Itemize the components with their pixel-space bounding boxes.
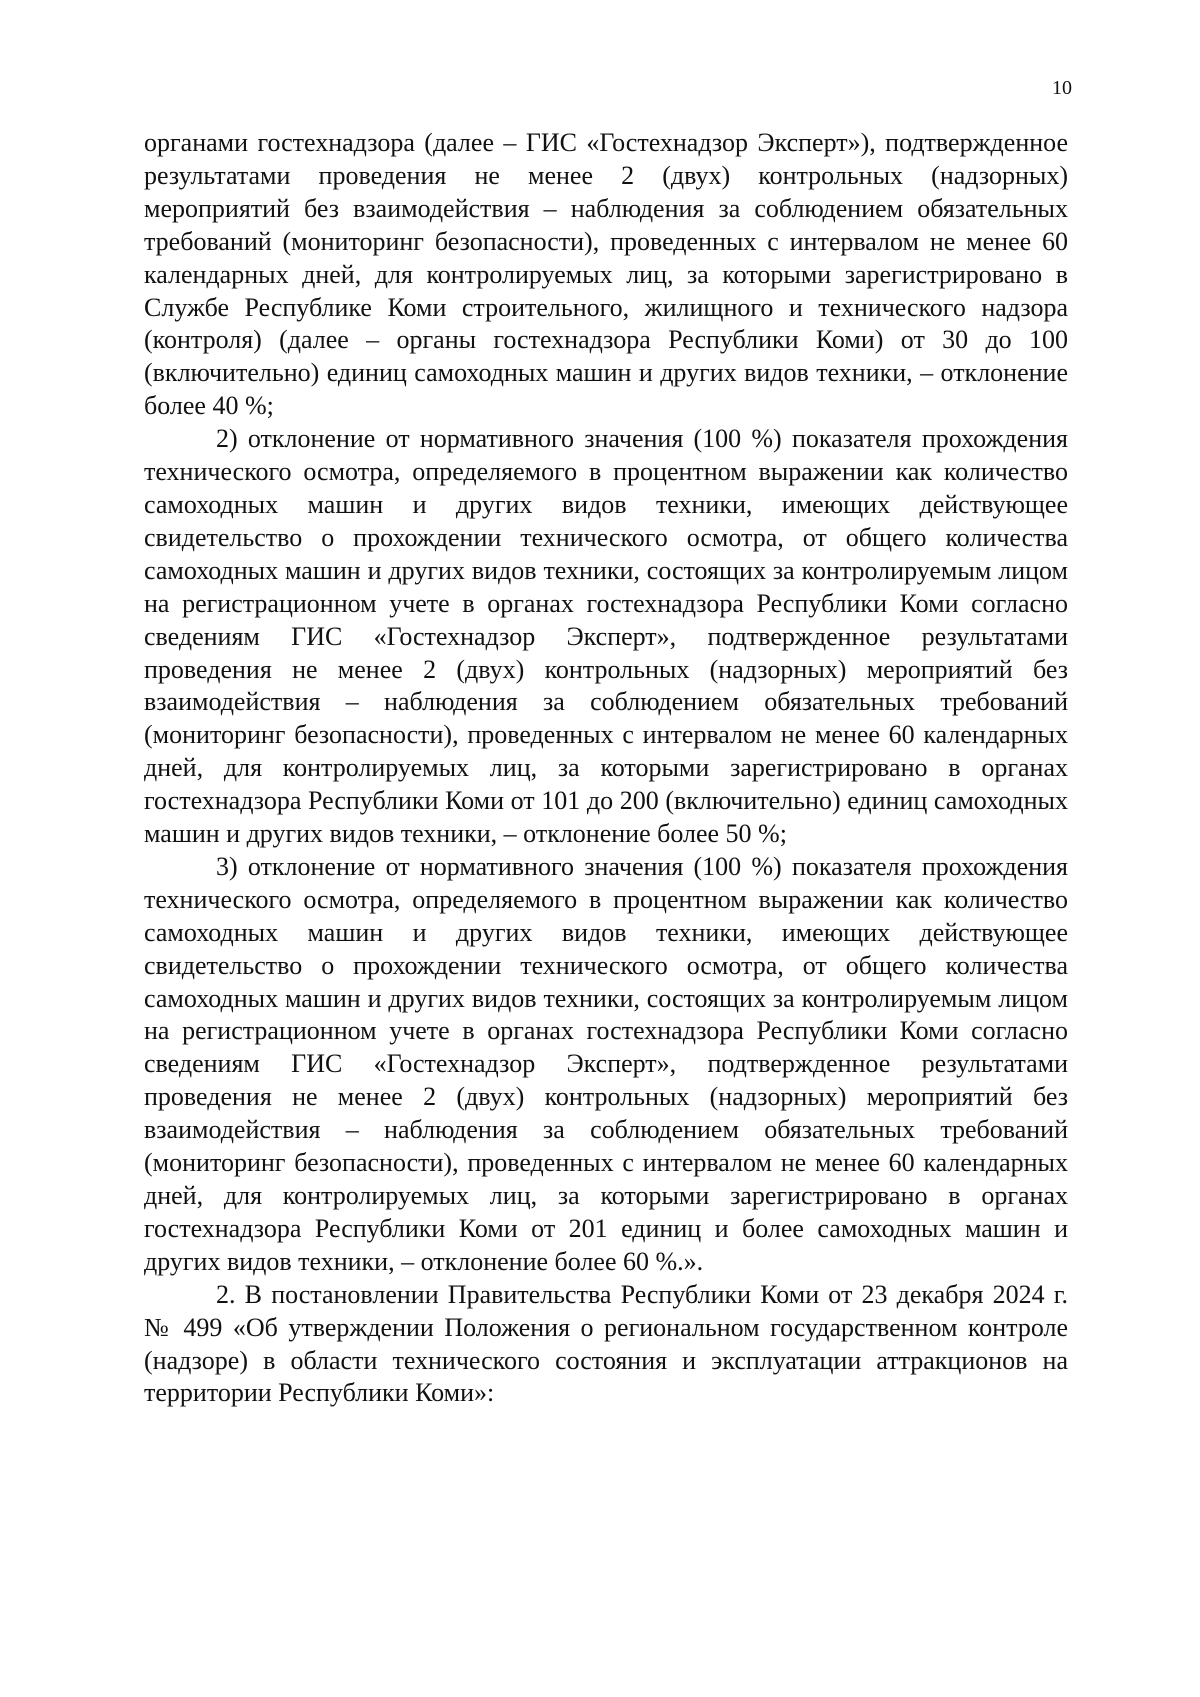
document-body bbox=[144, 127, 1068, 1410]
paragraph-continuation: органами гостехнадзора (далее – ГИС «Гостехнадзор Эксперт»), подтвержденное результатами проведения не менее 2 (двух) контрольных (надзорных) мероприятий без взаимодействия – наблюдения за соблюдением обязательных требований (мониторинг безопасности), проведенных с интервалом не менее 60 календарных дней, для контролируемых лиц, за которыми зарегистрировано в Службе Республике Коми строительного, жилищного и технического надзора (контроля) (далее – органы гостехнадзора Республики Коми) от 30 до 100 (включительно) единиц самоходных машин и других видов техники, – отклонение более 40 %; bbox=[144, 128, 1068, 421]
page-number: 10 bbox=[1052, 77, 1072, 99]
paragraph-section-2: 2. В постановлении Правительства Республики Коми от 23 декабря 2024 г. № 499 «Об утверждении Положения о региональном государственном контроле (надзоре) в области технического состояния и эксплуатации аттракционов на территории Республики Коми»: bbox=[144, 1279, 1068, 1408]
paragraph-item-3: 3) отклонение от нормативного значения (100 %) показателя прохождения технического осмотра, определяемого в процентном выражении как количество самоходных машин и других видов техники, имеющих действующее свидетельство о прохождении технического осмотра, от общего количества самоходных машин и других видов техники, состоящих за контролируемым лицом на регистрационном учете в органах гостехнадзора Республики Коми согласно сведениям ГИС «Гостехнадзор Эксперт», подтвержденное результатами проведения не менее 2 (двух) контрольных (надзорных) мероприятий без взаимодействия – наблюдения за соблюдением обязательных требований (мониторинг безопасности), проведенных с интервалом не менее 60 календарных дней, для контролируемых лиц, за которыми зарегистрировано в органах гостехнадзора Республики Коми от 201 единиц и более самоходных машин и других видов техники, – отклонение более 60 %.». bbox=[144, 851, 1068, 1276]
paragraph-item-2: 2) отклонение от нормативного значения (100 %) показателя прохождения технического осмотра, определяемого в процентном выражении как количество самоходных машин и других видов техники, имеющих действующее свидетельство о прохождении технического осмотра, от общего количества самоходных машин и других видов техники, состоящих за контролируемым лицом на регистрационном учете в органах гостехнадзора Республики Коми согласно сведениям ГИС «Гостехнадзор Эксперт», подтвержденное результатами проведения не менее 2 (двух) контрольных (надзорных) мероприятий без взаимодействия – наблюдения за соблюдением обязательных требований (мониторинг безопасности), проведенных с интервалом не менее 60 календарных дней, для контролируемых лиц, за которыми зарегистрировано в органах гостехнадзора Республики Коми от 101 до 200 (включительно) единиц самоходных машин и других видов техники, – отклонение более 50 %; bbox=[144, 424, 1068, 849]
